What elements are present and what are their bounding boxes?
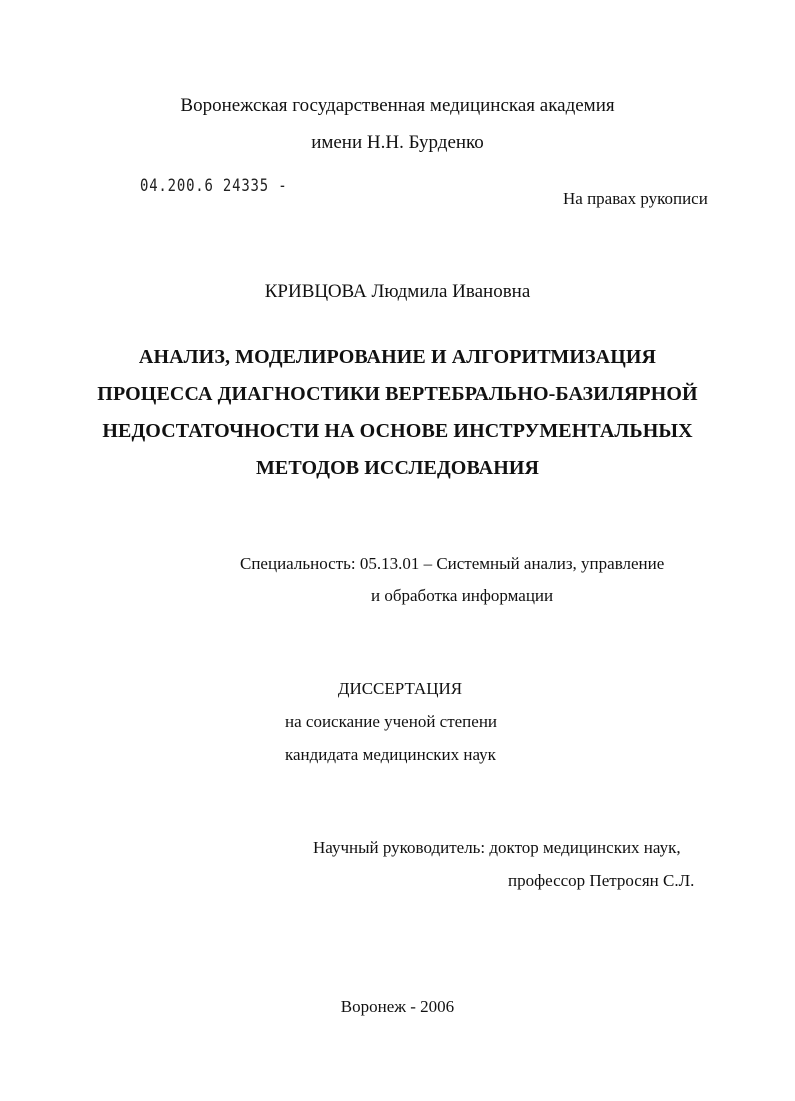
dissertation-title-line2: ПРОЦЕССА ДИАГНОСТИКИ ВЕРТЕБРАЛЬНО-БАЗИЛЯРНОЙ xyxy=(97,383,698,405)
degree-line1: на соискание ученой степени xyxy=(285,712,498,731)
institution-name-line2: имени Н.Н. Бурденко xyxy=(311,132,484,153)
dissertation-title-line3: НЕДОСТАТОЧНОСТИ НА ОСНОВЕ ИНСТРУМЕНТАЛЬНЫХ xyxy=(102,420,693,442)
supervisor-line2: профессор Петросян С.Л. xyxy=(508,871,695,890)
rights-note: На правах рукописи xyxy=(563,189,708,208)
degree-line2: кандидата медицинских наук xyxy=(285,745,496,764)
supervisor-line1: Научный руководитель: доктор медицинских наук, xyxy=(313,838,681,857)
specialty-line1: Специальность: 05.13.01 – Системный анализ, управление xyxy=(240,554,665,573)
dissertation-title-line1: АНАЛИЗ, МОДЕЛИРОВАНИЕ И АЛГОРИТМИЗАЦИЯ xyxy=(138,346,657,368)
dissertation-title-line4: МЕТОДОВ ИССЛЕДОВАНИЯ xyxy=(255,457,540,479)
author-name: КРИВЦОВА Людмила Ивановна xyxy=(264,281,531,302)
institution-name-line1: Воронежская государственная медицинская академия xyxy=(180,95,615,116)
registration-number-stamp: 04.200.6 24335 - xyxy=(140,176,288,196)
document-type-heading: ДИССЕРТАЦИЯ xyxy=(337,679,463,698)
specialty-line2: и обработка информации xyxy=(371,586,554,605)
city-year: Воронеж - 2006 xyxy=(340,997,455,1016)
